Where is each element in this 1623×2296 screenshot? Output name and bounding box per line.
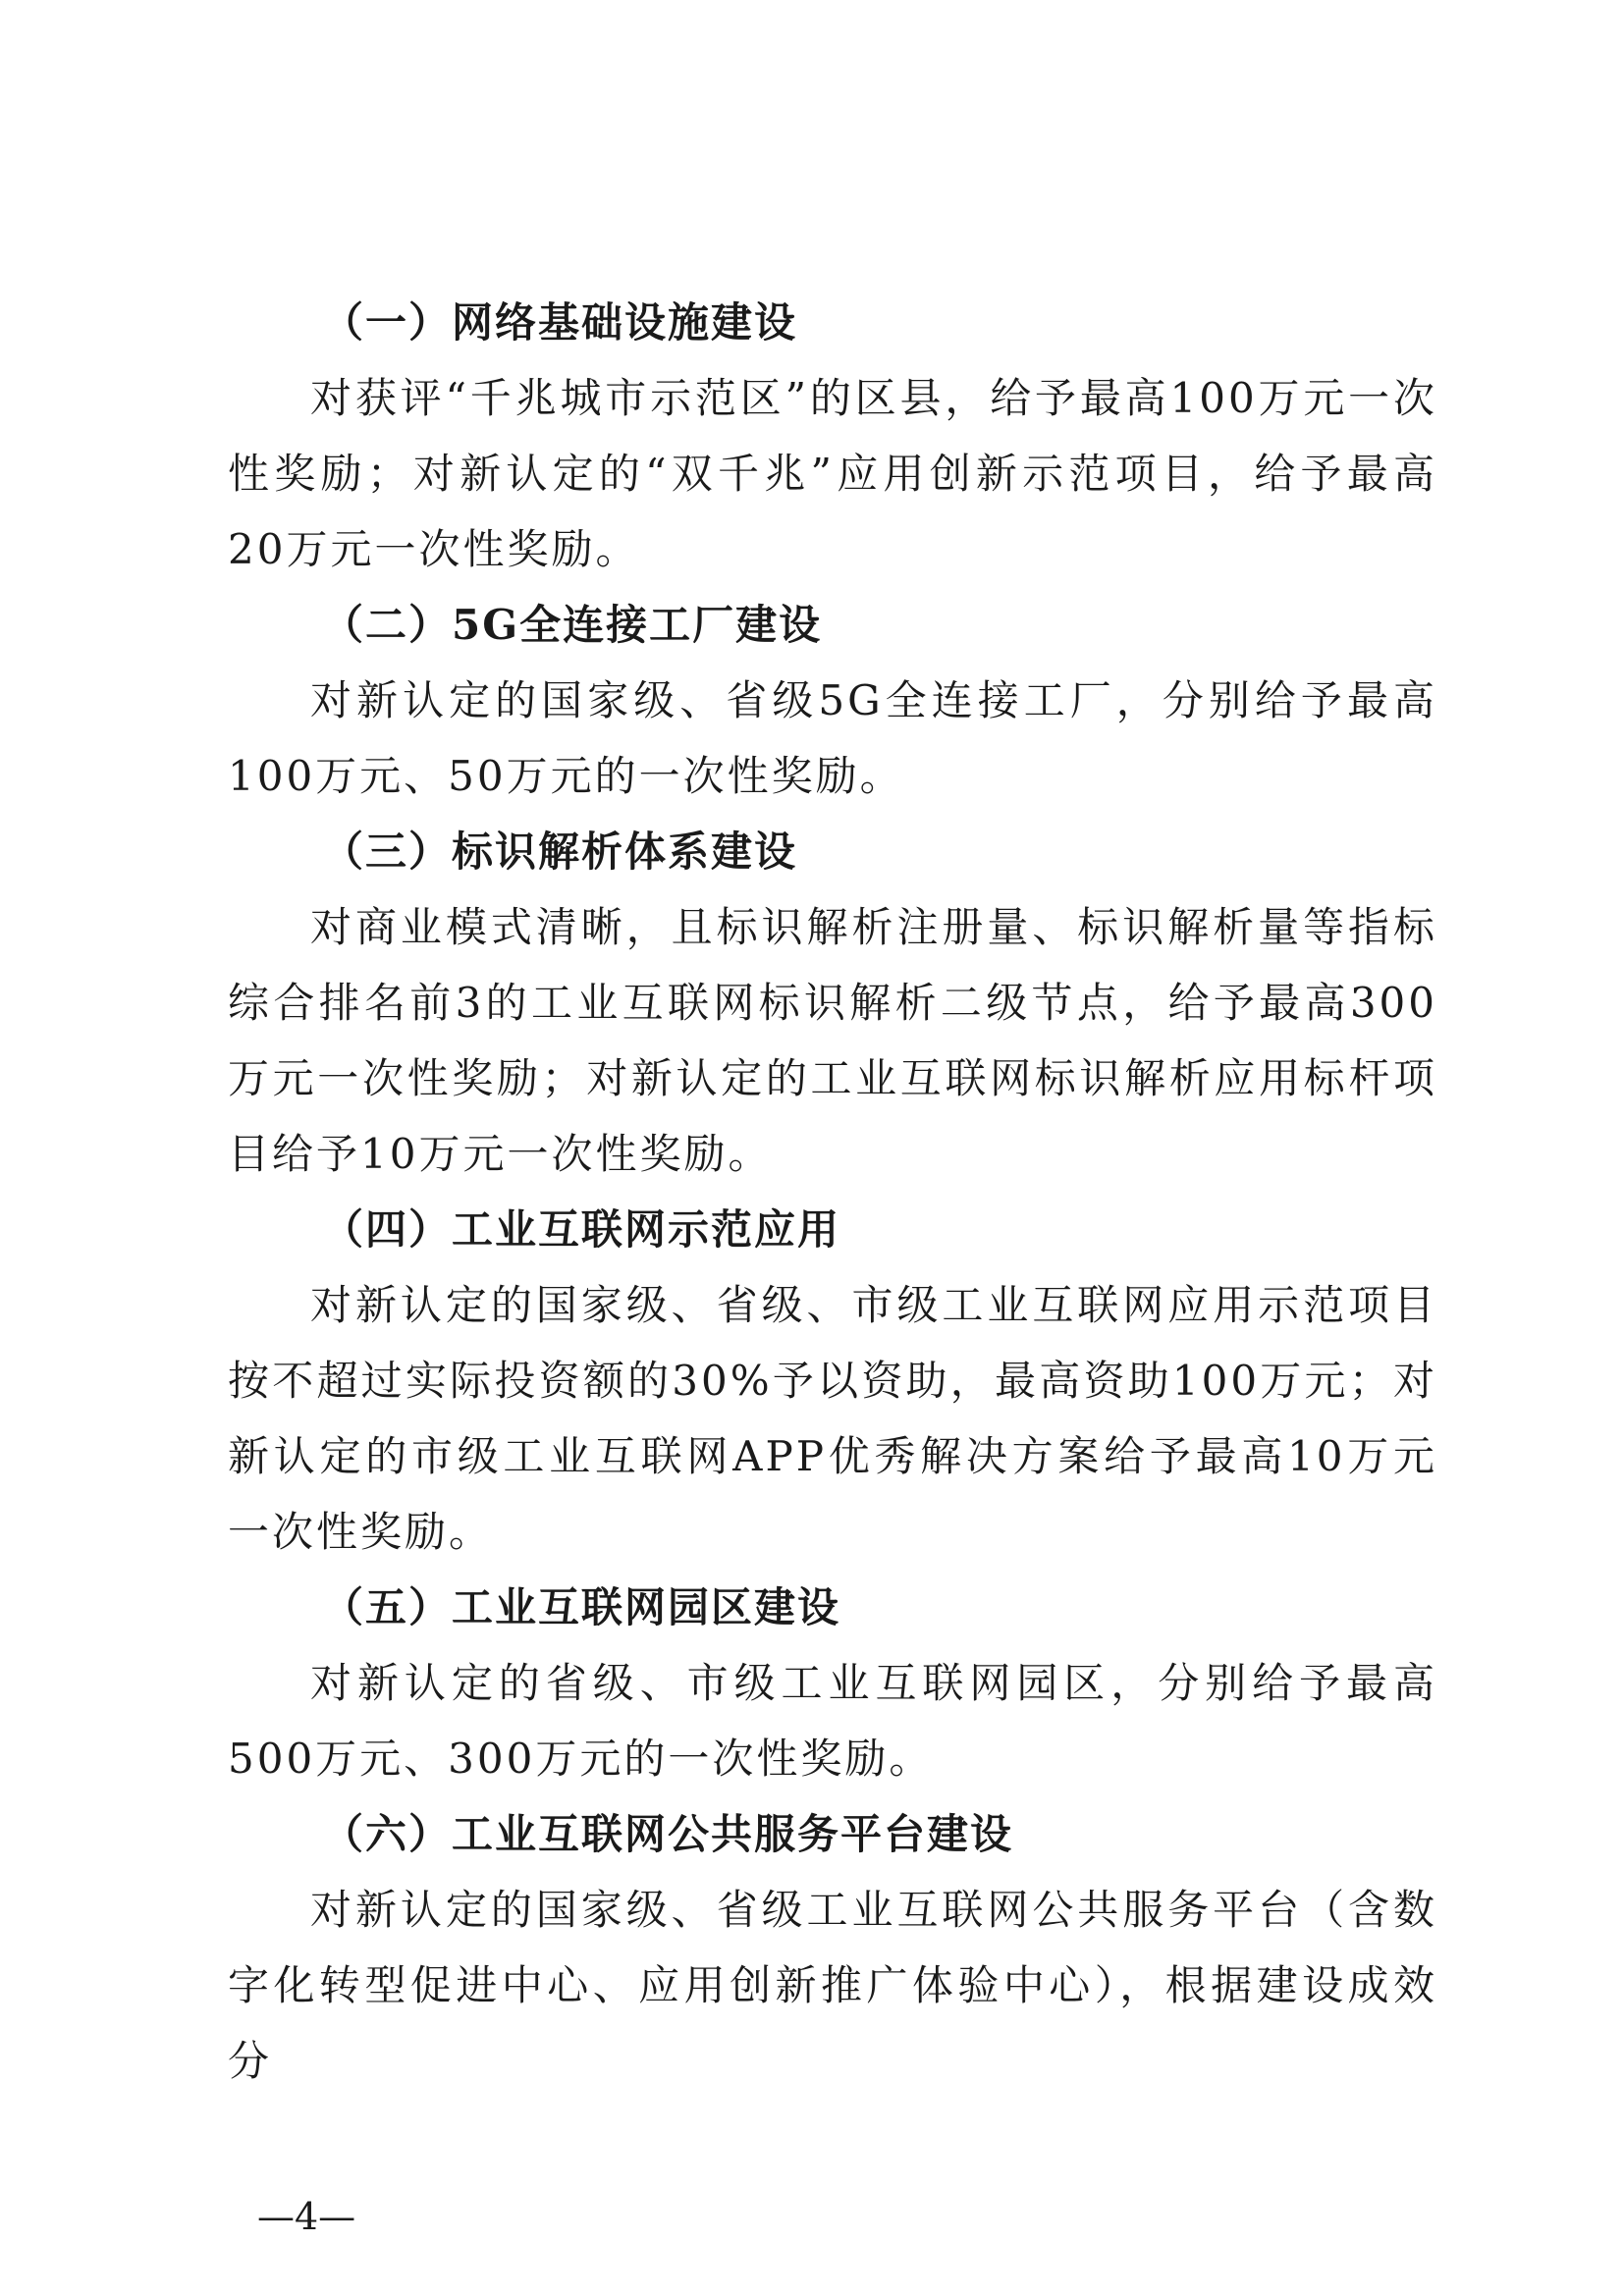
page-number: —4— bbox=[257, 2195, 356, 2238]
section-heading-6: （六）工业互联网公共服务平台建设 bbox=[322, 1810, 1014, 1858]
document-body bbox=[228, 285, 1437, 2099]
section-paragraph-3: 对商业模式清晰，且标识解析注册量、标识解析量等指标综合排名前3的工业互联网标识解析二级节点，给予最高300万元一次性奖励；对新认定的工业互联网标识解析应用标杆项目给予10万元一次性奖励。 bbox=[228, 903, 1437, 1178]
section-heading-1: （一）网络基础设施建设 bbox=[322, 298, 798, 347]
section-paragraph-6: 对新认定的国家级、省级工业互联网公共服务平台（含数字化转型促进中心、应用创新推广体验中心），根据建设成效分 bbox=[228, 1886, 1437, 2085]
section-paragraph-2: 对新认定的国家级、省级5G全连接工厂，分别给予最高100万元、50万元的一次性奖励。 bbox=[228, 676, 1437, 800]
section-paragraph-1: 对获评“千兆城市示范区”的区县，给予最高100万元一次性奖励；对新认定的“双千兆”应用创新示范项目，给予最高20万元一次性奖励。 bbox=[228, 374, 1437, 573]
section-heading-3: （三）标识解析体系建设 bbox=[322, 828, 798, 876]
section-heading-2: （二）5G全连接工厂建设 bbox=[322, 601, 823, 649]
section-heading-5: （五）工业互联网园区建设 bbox=[322, 1583, 841, 1631]
section-heading-4: （四）工业互联网示范应用 bbox=[322, 1205, 841, 1254]
section-paragraph-4: 对新认定的国家级、省级、市级工业互联网应用示范项目按不超过实际投资额的30%予以资助，最高资助100万元；对新认定的市级工业互联网APP优秀解决方案给予最高10万元一次性奖励。 bbox=[228, 1281, 1437, 1556]
section-paragraph-5: 对新认定的省级、市级工业互联网园区，分别给予最高500万元、300万元的一次性奖励。 bbox=[228, 1659, 1437, 1783]
